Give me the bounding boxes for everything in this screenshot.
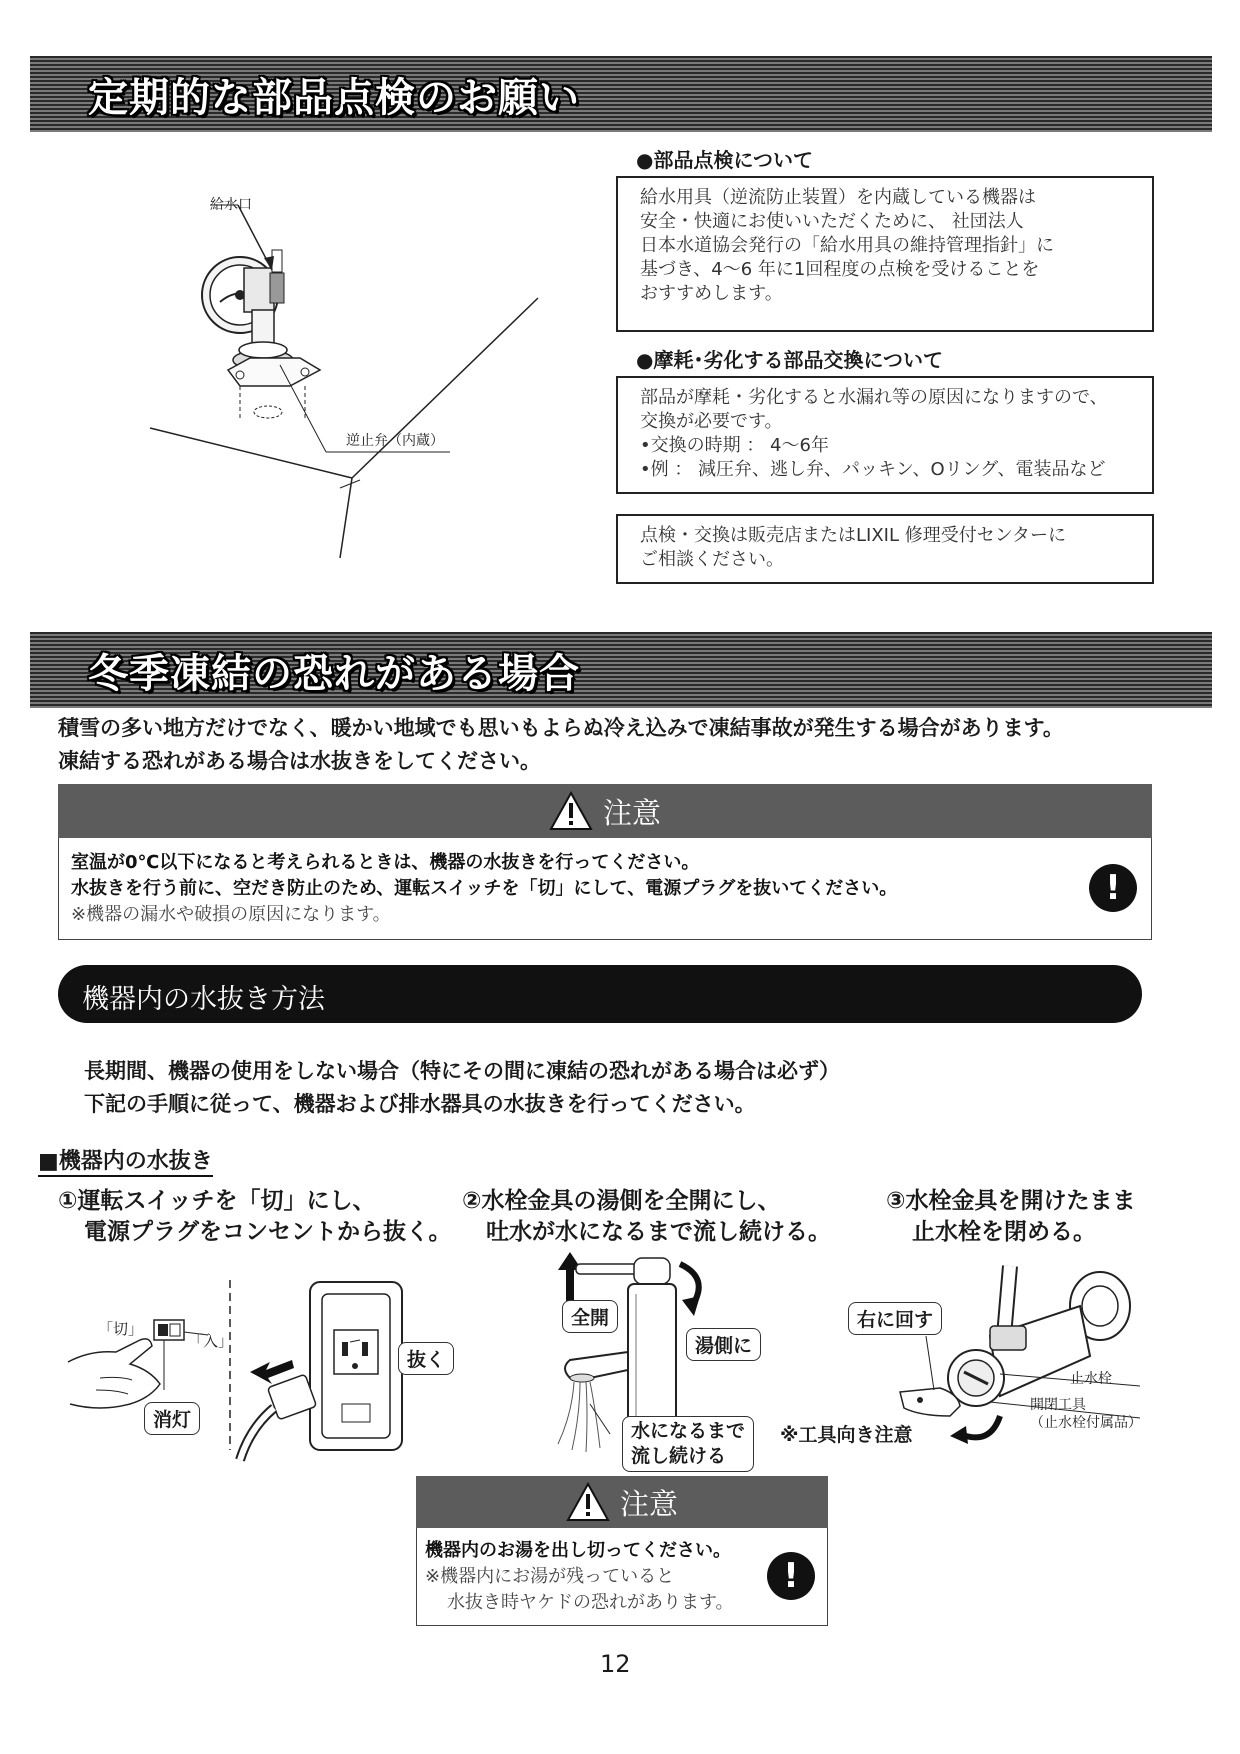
stop-valve-label: 止水栓 xyxy=(1070,1371,1112,1387)
method-banner xyxy=(58,965,1142,1023)
keep-flowing-line: 水になるまで xyxy=(631,1420,746,1442)
caution-title: 注意 xyxy=(619,1486,678,1521)
check-valve-label: 逆止弁（内蔵） xyxy=(346,433,444,449)
caution-body xyxy=(416,1528,828,1626)
caution-line: 水抜きを行う前に、空だき防止のため、運転スイッチを「切」にして、電源プラグを抜いてください。 xyxy=(71,878,898,899)
page-number: 12 xyxy=(600,1650,631,1678)
replacement-heading: ●摩耗･劣化する部品交換について xyxy=(636,348,944,372)
inlet-label: 給水口 xyxy=(210,197,252,213)
contact-box xyxy=(616,514,1154,584)
valve-diagram xyxy=(140,190,580,570)
keep-flowing-line: 流し続ける xyxy=(631,1445,727,1467)
freeze-intro-line-2: 凍結する恐れがある場合は水抜きをしてください。 xyxy=(58,749,541,773)
exclamation-icon: ! xyxy=(767,1552,815,1600)
hot-side-callout: 湯側に xyxy=(686,1328,761,1361)
inspection-line: おすすめします。 xyxy=(640,283,783,304)
inspection-box xyxy=(616,176,1154,332)
inspection-heading: ●部品点検について xyxy=(636,148,814,172)
full-open-callout: 全開 xyxy=(562,1300,618,1333)
unplug-callout: 抜く xyxy=(398,1342,454,1375)
step2-line2: 吐水が水になるまで流し続ける。 xyxy=(486,1219,831,1245)
caution-line: 室温が0℃以下になると考えられるときは、機器の水抜きを行ってください。 xyxy=(71,852,700,873)
switch-outlet-illustration xyxy=(60,1280,410,1460)
method-title: 機器内の水抜き方法 xyxy=(82,984,325,1015)
freeze-intro-line-1: 積雪の多い地方だけでなく、暖かい地域でも思いもよらぬ冷え込みで凍結事故が発生する場合があります。 xyxy=(58,716,1064,740)
contact-line: ご相談ください。 xyxy=(640,549,784,570)
keep-flowing-callout xyxy=(622,1416,754,1472)
replacement-line: 部品が摩耗・劣化すると水漏れ等の原因になりますので、 xyxy=(640,387,1108,408)
section-banner-freeze xyxy=(30,632,1212,708)
caution-header xyxy=(416,1476,828,1528)
replacement-line: •例 ： 減圧弁、逃し弁、パッキン、Oリング、電装品など xyxy=(640,459,1106,480)
replacement-line: •交換の時期 ： 4～6年 xyxy=(640,435,829,456)
tool-sub-label: （止水栓付属品） xyxy=(1030,1415,1142,1431)
replacement-box xyxy=(616,376,1154,494)
caution-note: ※機器の漏水や破損の原因になります。 xyxy=(71,904,391,925)
step2-line1: ②水栓金具の湯側を全開にし、 xyxy=(462,1188,781,1214)
step1-line2: 電源プラグをコンセントから抜く。 xyxy=(84,1219,452,1245)
method-lead-line-1: 長期間、機器の使用をしない場合（特にその間に凍結の恐れがある場合は必ず） xyxy=(84,1059,840,1083)
warning-triangle-icon xyxy=(549,791,593,831)
light-off-callout: 消灯 xyxy=(144,1402,200,1435)
inspection-line: 基づき、4～6 年に1回程度の点検を受けることを xyxy=(640,259,1040,280)
turn-right-callout: 右に回す xyxy=(848,1302,942,1335)
caution-note: ※機器内にお湯が残っていると xyxy=(425,1566,675,1587)
caution-header xyxy=(58,784,1152,838)
section-title: 定期的な部品点検のお願い xyxy=(88,75,580,121)
inspection-line: 日本水道協会発行の「給水用具の維持管理指針」に xyxy=(640,235,1054,256)
caution-body xyxy=(58,838,1152,940)
switch-off-label: 「切」 xyxy=(98,1320,144,1338)
inspection-line: 給水用具（逆流防止装置）を内蔵している機器は xyxy=(640,187,1036,208)
tool-direction-note: ※工具向き注意 xyxy=(780,1424,913,1446)
caution-title: 注意 xyxy=(602,795,661,830)
tool-label: 開閉工具 xyxy=(1030,1397,1086,1413)
warning-triangle-icon xyxy=(566,1482,610,1522)
step3-line2: 止水栓を閉める。 xyxy=(912,1219,1096,1245)
method-lead-line-2: 下記の手順に従って、機器および排水器具の水抜きを行ってください。 xyxy=(84,1092,756,1116)
step1-line1: ①運転スイッチを「切」にし、 xyxy=(58,1188,376,1214)
contact-line: 点検・交換は販売店またはLIXIL 修理受付センターに xyxy=(640,525,1067,546)
drain-heading: ■機器内の水抜き xyxy=(38,1144,213,1177)
step3-line1: ③水栓金具を開けたまま xyxy=(886,1188,1136,1214)
replacement-line: 交換が必要です。 xyxy=(640,411,783,432)
exclamation-icon: ! xyxy=(1089,864,1137,912)
section-title: 冬季凍結の恐れがある場合 xyxy=(88,651,580,697)
section-banner-inspection xyxy=(30,56,1212,132)
caution-note: 水抜き時ヤケドの恐れがあります。 xyxy=(447,1592,734,1613)
caution-line: 機器内のお湯を出し切ってください。 xyxy=(425,1540,731,1561)
switch-on-label: 「入」 xyxy=(188,1332,234,1350)
inspection-line: 安全・快適にお使いいただくために、 社団法人 xyxy=(640,211,1024,232)
